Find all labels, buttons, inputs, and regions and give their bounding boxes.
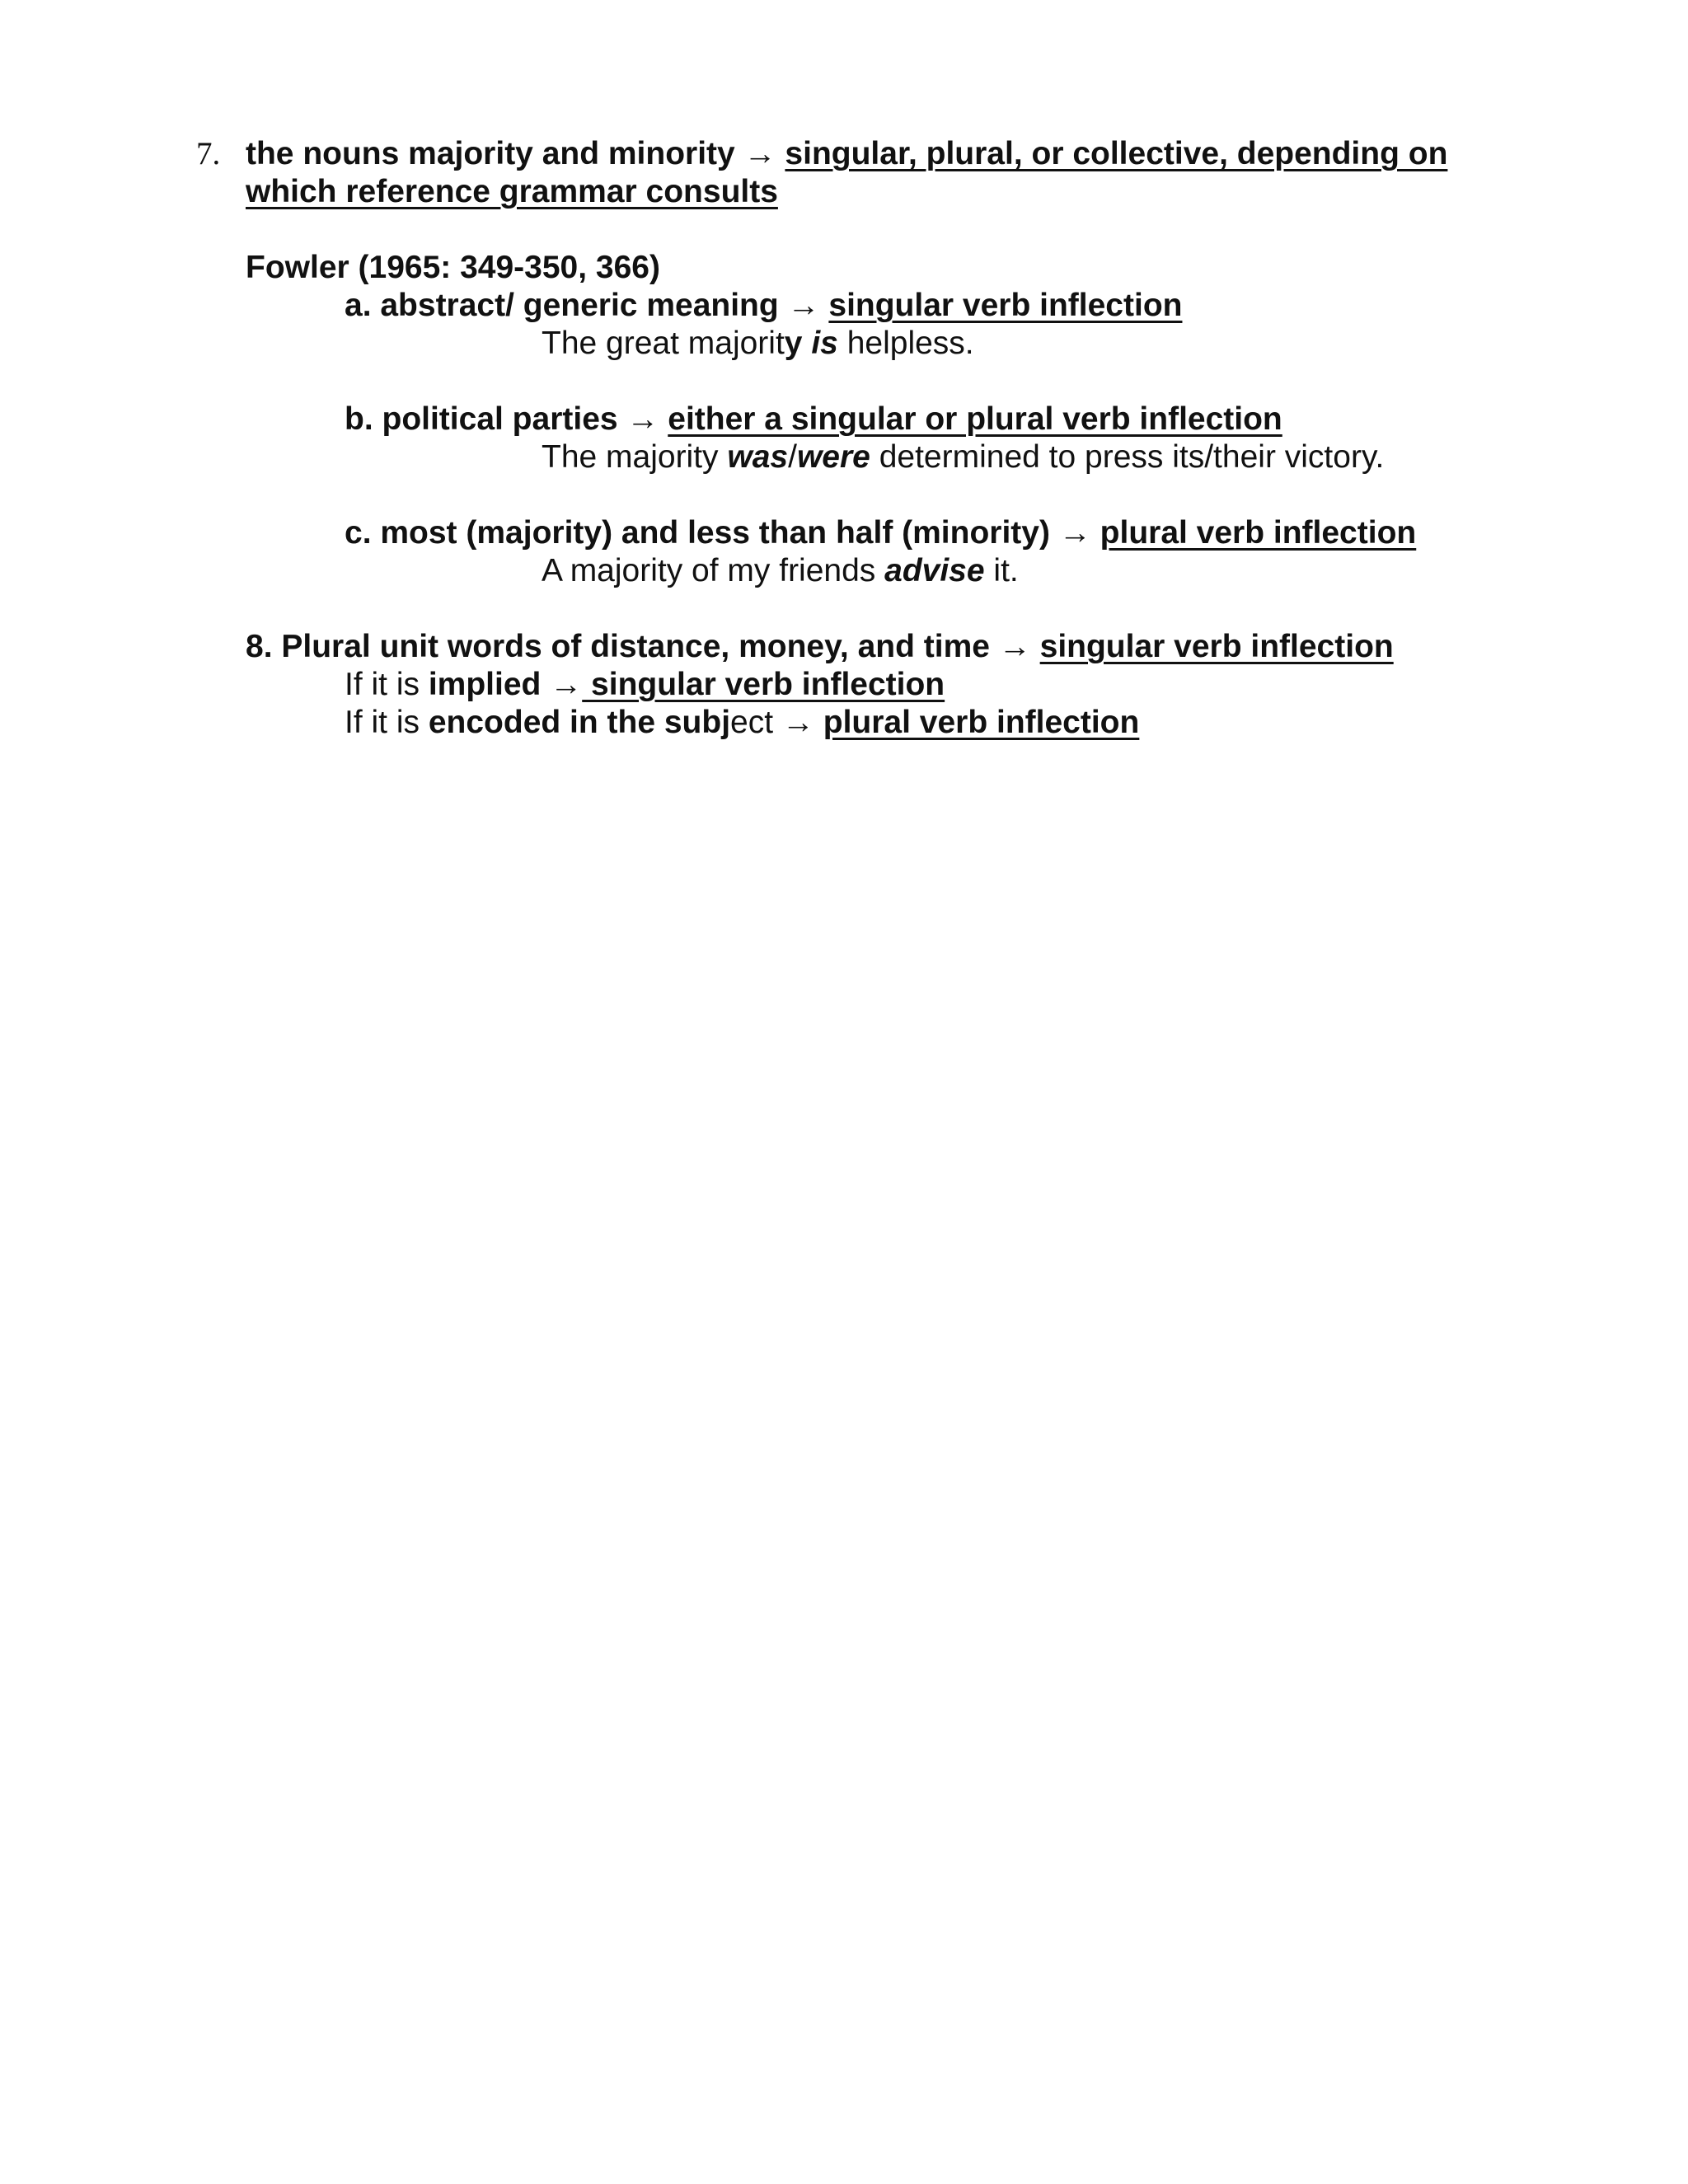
encoded-rule: plural verb inflection bbox=[823, 705, 1140, 740]
fowler-a-rule-line bbox=[345, 287, 1182, 325]
example-text-bold: y bbox=[784, 326, 803, 361]
item-8-implied-line bbox=[345, 666, 945, 704]
item-7-number bbox=[196, 135, 220, 173]
implied-prefix: If it is bbox=[345, 667, 429, 702]
encoded-term: encoded in the subj bbox=[428, 705, 731, 740]
fowler-b-label: b. political parties bbox=[345, 401, 618, 437]
fowler-a-rule: singular verb inflection bbox=[828, 288, 1183, 323]
item-7-heading-line bbox=[246, 135, 1447, 173]
fowler-c-rule: plural verb inflection bbox=[1100, 515, 1417, 551]
example-text: A majority of my friends bbox=[542, 553, 885, 588]
item-8-rule: singular verb inflection bbox=[1039, 629, 1394, 664]
arrow-icon: → bbox=[626, 401, 659, 437]
arrow-icon: → bbox=[998, 629, 1031, 664]
item-7-heading: the nouns majority and minority bbox=[246, 136, 735, 171]
item-8-heading-line bbox=[246, 628, 1394, 666]
example-verb-was: was bbox=[727, 439, 789, 475]
arrow-icon: → bbox=[1058, 515, 1091, 551]
example-space bbox=[803, 326, 812, 361]
encoded-term-end: ect bbox=[730, 705, 774, 740]
fowler-c-label: c. most (majority) and less than half (minority) bbox=[345, 515, 1050, 551]
item-number: 7. bbox=[196, 136, 221, 171]
item-8-heading: 8. Plural unit words of distance, money, and time bbox=[246, 629, 990, 664]
fowler-a-label: a. abstract/ generic meaning bbox=[345, 288, 779, 323]
arrow-icon: → bbox=[743, 136, 776, 171]
example-text: The majority bbox=[542, 439, 728, 475]
example-verb: advise bbox=[884, 553, 985, 588]
fowler-c-rule-line bbox=[345, 514, 1416, 552]
item-7-conclusion-cont: which reference grammar consults bbox=[246, 174, 778, 209]
arrow-icon: → bbox=[550, 667, 583, 702]
fowler-citation: Fowler (1965: 349-350, 366) bbox=[246, 250, 660, 285]
implied-term: implied bbox=[428, 667, 542, 702]
fowler-b-rule-line bbox=[345, 401, 1282, 438]
item-8-encoded-line bbox=[345, 704, 1139, 742]
fowler-c-example bbox=[542, 552, 1019, 590]
example-slash: / bbox=[788, 439, 797, 475]
example-verb-were: were bbox=[796, 439, 870, 475]
arrow-icon: → bbox=[787, 288, 820, 323]
encoded-prefix: If it is bbox=[345, 705, 429, 740]
fowler-a-example bbox=[542, 325, 974, 363]
fowler-source bbox=[246, 249, 660, 287]
arrow-icon: → bbox=[781, 705, 814, 740]
item-7-conclusion-line-2 bbox=[246, 173, 778, 211]
fowler-b-rule: either a singular or plural verb inflection bbox=[668, 401, 1282, 437]
implied-rule: singular verb inflection bbox=[582, 667, 945, 702]
item-7-conclusion: singular, plural, or collective, depending on bbox=[785, 136, 1448, 171]
fowler-b-example bbox=[542, 438, 1384, 476]
example-text: The great majorit bbox=[542, 326, 785, 361]
example-text-end: it. bbox=[984, 553, 1019, 588]
example-verb: is bbox=[811, 326, 838, 361]
example-text-end: helpless. bbox=[837, 326, 974, 361]
example-text-end: determined to press its/their victory. bbox=[870, 439, 1385, 475]
